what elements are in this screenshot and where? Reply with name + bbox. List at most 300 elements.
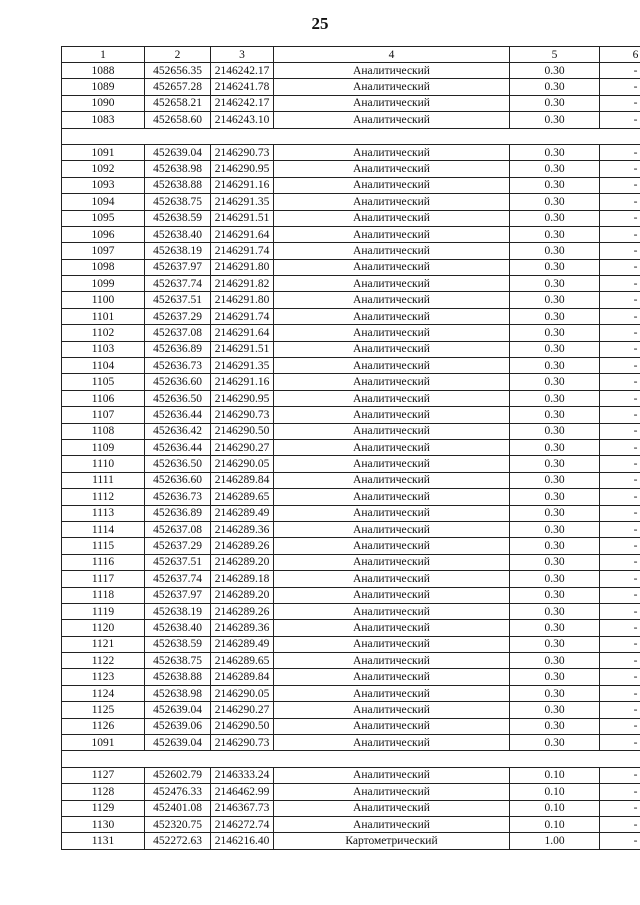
point-number-cell: 1092 bbox=[62, 161, 145, 177]
x-coordinate-cell: 452637.08 bbox=[145, 325, 211, 341]
table-row bbox=[62, 816, 640, 832]
header-cell: 1 bbox=[62, 47, 145, 63]
table-row bbox=[62, 603, 640, 619]
description-cell: - bbox=[600, 735, 640, 751]
description-cell: - bbox=[600, 423, 640, 439]
point-number-cell: 1119 bbox=[62, 603, 145, 619]
y-coordinate-cell: 2146291.64 bbox=[211, 226, 274, 242]
point-number-cell: 1103 bbox=[62, 341, 145, 357]
y-coordinate-cell: 2146242.17 bbox=[211, 95, 274, 111]
method-cell: Аналитический bbox=[274, 472, 510, 488]
table-row bbox=[62, 390, 640, 406]
description-cell: - bbox=[600, 784, 640, 800]
point-number-cell: 1122 bbox=[62, 653, 145, 669]
table-row bbox=[62, 767, 640, 783]
x-coordinate-cell: 452638.40 bbox=[145, 620, 211, 636]
method-cell: Аналитический bbox=[274, 571, 510, 587]
accuracy-cell: 0.30 bbox=[510, 308, 600, 324]
accuracy-cell: 0.10 bbox=[510, 816, 600, 832]
method-cell: Аналитический bbox=[274, 784, 510, 800]
table-row bbox=[62, 472, 640, 488]
accuracy-cell: 0.30 bbox=[510, 243, 600, 259]
table-row bbox=[62, 669, 640, 685]
point-number-cell: 1111 bbox=[62, 472, 145, 488]
description-cell: - bbox=[600, 472, 640, 488]
accuracy-cell: 0.30 bbox=[510, 292, 600, 308]
y-coordinate-cell: 2146290.95 bbox=[211, 390, 274, 406]
description-cell: - bbox=[600, 161, 640, 177]
coordinates-table bbox=[61, 46, 640, 850]
x-coordinate-cell: 452637.74 bbox=[145, 571, 211, 587]
accuracy-cell: 0.30 bbox=[510, 259, 600, 275]
x-coordinate-cell: 452320.75 bbox=[145, 816, 211, 832]
accuracy-cell: 1.00 bbox=[510, 833, 600, 849]
point-number-cell: 1116 bbox=[62, 554, 145, 570]
x-coordinate-cell: 452602.79 bbox=[145, 767, 211, 783]
table-row bbox=[62, 259, 640, 275]
x-coordinate-cell: 452636.73 bbox=[145, 358, 211, 374]
y-coordinate-cell: 2146289.65 bbox=[211, 489, 274, 505]
table-row bbox=[62, 735, 640, 751]
x-coordinate-cell: 452638.88 bbox=[145, 669, 211, 685]
point-number-cell: 1109 bbox=[62, 439, 145, 455]
accuracy-cell: 0.30 bbox=[510, 423, 600, 439]
point-number-cell: 1123 bbox=[62, 669, 145, 685]
y-coordinate-cell: 2146291.35 bbox=[211, 358, 274, 374]
point-number-cell: 1128 bbox=[62, 784, 145, 800]
accuracy-cell: 0.30 bbox=[510, 587, 600, 603]
method-cell: Аналитический bbox=[274, 292, 510, 308]
x-coordinate-cell: 452638.40 bbox=[145, 226, 211, 242]
description-cell: - bbox=[600, 194, 640, 210]
table-row bbox=[62, 718, 640, 734]
x-coordinate-cell: 452638.98 bbox=[145, 161, 211, 177]
method-cell: Аналитический bbox=[274, 341, 510, 357]
accuracy-cell: 0.30 bbox=[510, 374, 600, 390]
method-cell: Аналитический bbox=[274, 112, 510, 128]
method-cell: Аналитический bbox=[274, 554, 510, 570]
header-cell: 5 bbox=[510, 47, 600, 63]
x-coordinate-cell: 452401.08 bbox=[145, 800, 211, 816]
table-row bbox=[62, 276, 640, 292]
method-cell: Аналитический bbox=[274, 767, 510, 783]
y-coordinate-cell: 2146290.50 bbox=[211, 423, 274, 439]
point-number-cell: 1091 bbox=[62, 735, 145, 751]
y-coordinate-cell: 2146367.73 bbox=[211, 800, 274, 816]
method-cell: Аналитический bbox=[274, 456, 510, 472]
x-coordinate-cell: 452638.75 bbox=[145, 653, 211, 669]
x-coordinate-cell: 452638.19 bbox=[145, 603, 211, 619]
accuracy-cell: 0.30 bbox=[510, 620, 600, 636]
table-row bbox=[62, 456, 640, 472]
y-coordinate-cell: 2146291.16 bbox=[211, 177, 274, 193]
x-coordinate-cell: 452476.33 bbox=[145, 784, 211, 800]
x-coordinate-cell: 452638.59 bbox=[145, 636, 211, 652]
table-row bbox=[62, 95, 640, 111]
table-row bbox=[62, 489, 640, 505]
description-cell: - bbox=[600, 177, 640, 193]
x-coordinate-cell: 452637.29 bbox=[145, 308, 211, 324]
method-cell: Картометрический bbox=[274, 833, 510, 849]
y-coordinate-cell: 2146289.65 bbox=[211, 653, 274, 669]
table-row bbox=[62, 341, 640, 357]
point-number-cell: 1113 bbox=[62, 505, 145, 521]
x-coordinate-cell: 452272.63 bbox=[145, 833, 211, 849]
point-number-cell: 1118 bbox=[62, 587, 145, 603]
point-number-cell: 1104 bbox=[62, 358, 145, 374]
point-number-cell: 1125 bbox=[62, 702, 145, 718]
x-coordinate-cell: 452637.51 bbox=[145, 554, 211, 570]
table-row bbox=[62, 243, 640, 259]
y-coordinate-cell: 2146290.95 bbox=[211, 161, 274, 177]
y-coordinate-cell: 2146241.78 bbox=[211, 79, 274, 95]
accuracy-cell: 0.30 bbox=[510, 210, 600, 226]
method-cell: Аналитический bbox=[274, 308, 510, 324]
method-cell: Аналитический bbox=[274, 603, 510, 619]
table-row bbox=[62, 226, 640, 242]
y-coordinate-cell: 2146289.26 bbox=[211, 538, 274, 554]
description-cell: - bbox=[600, 341, 640, 357]
accuracy-cell: 0.30 bbox=[510, 554, 600, 570]
y-coordinate-cell: 2146290.27 bbox=[211, 702, 274, 718]
description-cell: - bbox=[600, 489, 640, 505]
accuracy-cell: 0.30 bbox=[510, 653, 600, 669]
y-coordinate-cell: 2146290.05 bbox=[211, 456, 274, 472]
description-cell: - bbox=[600, 259, 640, 275]
separator-cell bbox=[62, 128, 640, 144]
table-row bbox=[62, 79, 640, 95]
group-separator-row bbox=[62, 751, 640, 767]
point-number-cell: 1129 bbox=[62, 800, 145, 816]
point-number-cell: 1130 bbox=[62, 816, 145, 832]
method-cell: Аналитический bbox=[274, 423, 510, 439]
y-coordinate-cell: 2146289.36 bbox=[211, 620, 274, 636]
y-coordinate-cell: 2146290.73 bbox=[211, 144, 274, 160]
method-cell: Аналитический bbox=[274, 407, 510, 423]
table-row bbox=[62, 620, 640, 636]
y-coordinate-cell: 2146289.84 bbox=[211, 669, 274, 685]
x-coordinate-cell: 452638.19 bbox=[145, 243, 211, 259]
y-coordinate-cell: 2146289.18 bbox=[211, 571, 274, 587]
description-cell: - bbox=[600, 243, 640, 259]
table-row bbox=[62, 144, 640, 160]
point-number-cell: 1091 bbox=[62, 144, 145, 160]
accuracy-cell: 0.30 bbox=[510, 521, 600, 537]
table-row bbox=[62, 554, 640, 570]
description-cell: - bbox=[600, 636, 640, 652]
table-row bbox=[62, 784, 640, 800]
accuracy-cell: 0.30 bbox=[510, 341, 600, 357]
description-cell: - bbox=[600, 144, 640, 160]
description-cell: - bbox=[600, 374, 640, 390]
table-row bbox=[62, 161, 640, 177]
point-number-cell: 1117 bbox=[62, 571, 145, 587]
table-row bbox=[62, 210, 640, 226]
method-cell: Аналитический bbox=[274, 685, 510, 701]
description-cell: - bbox=[600, 210, 640, 226]
point-number-cell: 1097 bbox=[62, 243, 145, 259]
method-cell: Аналитический bbox=[274, 702, 510, 718]
y-coordinate-cell: 2146291.35 bbox=[211, 194, 274, 210]
accuracy-cell: 0.30 bbox=[510, 161, 600, 177]
point-number-cell: 1115 bbox=[62, 538, 145, 554]
x-coordinate-cell: 452639.04 bbox=[145, 144, 211, 160]
point-number-cell: 1098 bbox=[62, 259, 145, 275]
accuracy-cell: 0.30 bbox=[510, 718, 600, 734]
y-coordinate-cell: 2146291.82 bbox=[211, 276, 274, 292]
y-coordinate-cell: 2146216.40 bbox=[211, 833, 274, 849]
table-row bbox=[62, 636, 640, 652]
point-number-cell: 1126 bbox=[62, 718, 145, 734]
method-cell: Аналитический bbox=[274, 276, 510, 292]
description-cell: - bbox=[600, 620, 640, 636]
y-coordinate-cell: 2146289.49 bbox=[211, 505, 274, 521]
point-number-cell: 1121 bbox=[62, 636, 145, 652]
description-cell: - bbox=[600, 95, 640, 111]
method-cell: Аналитический bbox=[274, 177, 510, 193]
method-cell: Аналитический bbox=[274, 669, 510, 685]
x-coordinate-cell: 452636.50 bbox=[145, 390, 211, 406]
description-cell: - bbox=[600, 505, 640, 521]
description-cell: - bbox=[600, 63, 640, 79]
description-cell: - bbox=[600, 358, 640, 374]
y-coordinate-cell: 2146291.16 bbox=[211, 374, 274, 390]
point-number-cell: 1107 bbox=[62, 407, 145, 423]
table-row bbox=[62, 325, 640, 341]
description-cell: - bbox=[600, 276, 640, 292]
y-coordinate-cell: 2146291.80 bbox=[211, 292, 274, 308]
y-coordinate-cell: 2146290.50 bbox=[211, 718, 274, 734]
description-cell: - bbox=[600, 702, 640, 718]
accuracy-cell: 0.30 bbox=[510, 194, 600, 210]
y-coordinate-cell: 2146291.74 bbox=[211, 243, 274, 259]
description-cell: - bbox=[600, 226, 640, 242]
x-coordinate-cell: 452636.60 bbox=[145, 472, 211, 488]
description-cell: - bbox=[600, 112, 640, 128]
y-coordinate-cell: 2146290.73 bbox=[211, 735, 274, 751]
description-cell: - bbox=[600, 308, 640, 324]
point-number-cell: 1131 bbox=[62, 833, 145, 849]
accuracy-cell: 0.30 bbox=[510, 63, 600, 79]
accuracy-cell: 0.30 bbox=[510, 702, 600, 718]
y-coordinate-cell: 2146289.36 bbox=[211, 521, 274, 537]
y-coordinate-cell: 2146462.99 bbox=[211, 784, 274, 800]
description-cell: - bbox=[600, 292, 640, 308]
method-cell: Аналитический bbox=[274, 735, 510, 751]
point-number-cell: 1089 bbox=[62, 79, 145, 95]
accuracy-cell: 0.30 bbox=[510, 456, 600, 472]
x-coordinate-cell: 452636.73 bbox=[145, 489, 211, 505]
method-cell: Аналитический bbox=[274, 161, 510, 177]
method-cell: Аналитический bbox=[274, 243, 510, 259]
description-cell: - bbox=[600, 521, 640, 537]
method-cell: Аналитический bbox=[274, 439, 510, 455]
y-coordinate-cell: 2146289.20 bbox=[211, 554, 274, 570]
accuracy-cell: 0.30 bbox=[510, 636, 600, 652]
point-number-cell: 1099 bbox=[62, 276, 145, 292]
y-coordinate-cell: 2146242.17 bbox=[211, 63, 274, 79]
point-number-cell: 1108 bbox=[62, 423, 145, 439]
y-coordinate-cell: 2146291.64 bbox=[211, 325, 274, 341]
x-coordinate-cell: 452636.89 bbox=[145, 505, 211, 521]
method-cell: Аналитический bbox=[274, 538, 510, 554]
description-cell: - bbox=[600, 669, 640, 685]
point-number-cell: 1106 bbox=[62, 390, 145, 406]
description-cell: - bbox=[600, 833, 640, 849]
description-cell: - bbox=[600, 685, 640, 701]
method-cell: Аналитический bbox=[274, 144, 510, 160]
description-cell: - bbox=[600, 554, 640, 570]
method-cell: Аналитический bbox=[274, 620, 510, 636]
description-cell: - bbox=[600, 587, 640, 603]
y-coordinate-cell: 2146289.49 bbox=[211, 636, 274, 652]
x-coordinate-cell: 452639.04 bbox=[145, 702, 211, 718]
method-cell: Аналитический bbox=[274, 505, 510, 521]
y-coordinate-cell: 2146291.51 bbox=[211, 341, 274, 357]
method-cell: Аналитический bbox=[274, 226, 510, 242]
x-coordinate-cell: 452657.28 bbox=[145, 79, 211, 95]
y-coordinate-cell: 2146291.74 bbox=[211, 308, 274, 324]
accuracy-cell: 0.30 bbox=[510, 177, 600, 193]
method-cell: Аналитический bbox=[274, 63, 510, 79]
point-number-cell: 1100 bbox=[62, 292, 145, 308]
point-number-cell: 1112 bbox=[62, 489, 145, 505]
table-body bbox=[62, 63, 640, 850]
table-row bbox=[62, 702, 640, 718]
accuracy-cell: 0.10 bbox=[510, 784, 600, 800]
method-cell: Аналитический bbox=[274, 259, 510, 275]
method-cell: Аналитический bbox=[274, 95, 510, 111]
description-cell: - bbox=[600, 571, 640, 587]
x-coordinate-cell: 452639.04 bbox=[145, 735, 211, 751]
table-row bbox=[62, 63, 640, 79]
method-cell: Аналитический bbox=[274, 653, 510, 669]
accuracy-cell: 0.30 bbox=[510, 358, 600, 374]
method-cell: Аналитический bbox=[274, 325, 510, 341]
accuracy-cell: 0.30 bbox=[510, 407, 600, 423]
accuracy-cell: 0.30 bbox=[510, 276, 600, 292]
y-coordinate-cell: 2146272.74 bbox=[211, 816, 274, 832]
x-coordinate-cell: 452638.98 bbox=[145, 685, 211, 701]
description-cell: - bbox=[600, 407, 640, 423]
x-coordinate-cell: 452638.59 bbox=[145, 210, 211, 226]
table-row bbox=[62, 587, 640, 603]
accuracy-cell: 0.30 bbox=[510, 735, 600, 751]
x-coordinate-cell: 452639.06 bbox=[145, 718, 211, 734]
method-cell: Аналитический bbox=[274, 816, 510, 832]
y-coordinate-cell: 2146291.51 bbox=[211, 210, 274, 226]
x-coordinate-cell: 452638.75 bbox=[145, 194, 211, 210]
header-cell: 4 bbox=[274, 47, 510, 63]
description-cell: - bbox=[600, 325, 640, 341]
table-row bbox=[62, 800, 640, 816]
description-cell: - bbox=[600, 79, 640, 95]
table-row bbox=[62, 505, 640, 521]
y-coordinate-cell: 2146290.73 bbox=[211, 407, 274, 423]
accuracy-cell: 0.30 bbox=[510, 603, 600, 619]
table-row bbox=[62, 521, 640, 537]
accuracy-cell: 0.30 bbox=[510, 669, 600, 685]
description-cell: - bbox=[600, 653, 640, 669]
method-cell: Аналитический bbox=[274, 636, 510, 652]
x-coordinate-cell: 452658.21 bbox=[145, 95, 211, 111]
method-cell: Аналитический bbox=[274, 79, 510, 95]
x-coordinate-cell: 452637.08 bbox=[145, 521, 211, 537]
description-cell: - bbox=[600, 439, 640, 455]
header-row bbox=[62, 47, 640, 63]
method-cell: Аналитический bbox=[274, 718, 510, 734]
accuracy-cell: 0.30 bbox=[510, 144, 600, 160]
x-coordinate-cell: 452637.29 bbox=[145, 538, 211, 554]
x-coordinate-cell: 452656.35 bbox=[145, 63, 211, 79]
y-coordinate-cell: 2146243.10 bbox=[211, 112, 274, 128]
point-number-cell: 1083 bbox=[62, 112, 145, 128]
accuracy-cell: 0.30 bbox=[510, 390, 600, 406]
point-number-cell: 1127 bbox=[62, 767, 145, 783]
table-row bbox=[62, 177, 640, 193]
x-coordinate-cell: 452638.88 bbox=[145, 177, 211, 193]
point-number-cell: 1105 bbox=[62, 374, 145, 390]
description-cell: - bbox=[600, 718, 640, 734]
point-number-cell: 1095 bbox=[62, 210, 145, 226]
table-row bbox=[62, 571, 640, 587]
method-cell: Аналитический bbox=[274, 489, 510, 505]
table-row bbox=[62, 407, 640, 423]
description-cell: - bbox=[600, 390, 640, 406]
y-coordinate-cell: 2146333.24 bbox=[211, 767, 274, 783]
description-cell: - bbox=[600, 456, 640, 472]
y-coordinate-cell: 2146291.80 bbox=[211, 259, 274, 275]
description-cell: - bbox=[600, 816, 640, 832]
accuracy-cell: 0.30 bbox=[510, 439, 600, 455]
accuracy-cell: 0.10 bbox=[510, 767, 600, 783]
table-row bbox=[62, 358, 640, 374]
header-cell: 2 bbox=[145, 47, 211, 63]
method-cell: Аналитический bbox=[274, 374, 510, 390]
x-coordinate-cell: 452658.60 bbox=[145, 112, 211, 128]
point-number-cell: 1114 bbox=[62, 521, 145, 537]
table-row bbox=[62, 308, 640, 324]
point-number-cell: 1110 bbox=[62, 456, 145, 472]
accuracy-cell: 0.30 bbox=[510, 472, 600, 488]
x-coordinate-cell: 452636.42 bbox=[145, 423, 211, 439]
header-cell: 3 bbox=[211, 47, 274, 63]
x-coordinate-cell: 452636.60 bbox=[145, 374, 211, 390]
header-cell: 6 bbox=[600, 47, 640, 63]
accuracy-cell: 0.30 bbox=[510, 685, 600, 701]
y-coordinate-cell: 2146289.84 bbox=[211, 472, 274, 488]
y-coordinate-cell: 2146290.05 bbox=[211, 685, 274, 701]
table-row bbox=[62, 538, 640, 554]
method-cell: Аналитический bbox=[274, 800, 510, 816]
table-row bbox=[62, 292, 640, 308]
description-cell: - bbox=[600, 538, 640, 554]
point-number-cell: 1096 bbox=[62, 226, 145, 242]
x-coordinate-cell: 452636.44 bbox=[145, 407, 211, 423]
y-coordinate-cell: 2146289.26 bbox=[211, 603, 274, 619]
table-row bbox=[62, 685, 640, 701]
table-row bbox=[62, 833, 640, 849]
group-separator-row bbox=[62, 128, 640, 144]
x-coordinate-cell: 452636.50 bbox=[145, 456, 211, 472]
accuracy-cell: 0.30 bbox=[510, 95, 600, 111]
separator-cell bbox=[62, 751, 640, 767]
x-coordinate-cell: 452636.44 bbox=[145, 439, 211, 455]
table-row bbox=[62, 423, 640, 439]
method-cell: Аналитический bbox=[274, 521, 510, 537]
x-coordinate-cell: 452637.51 bbox=[145, 292, 211, 308]
accuracy-cell: 0.30 bbox=[510, 112, 600, 128]
